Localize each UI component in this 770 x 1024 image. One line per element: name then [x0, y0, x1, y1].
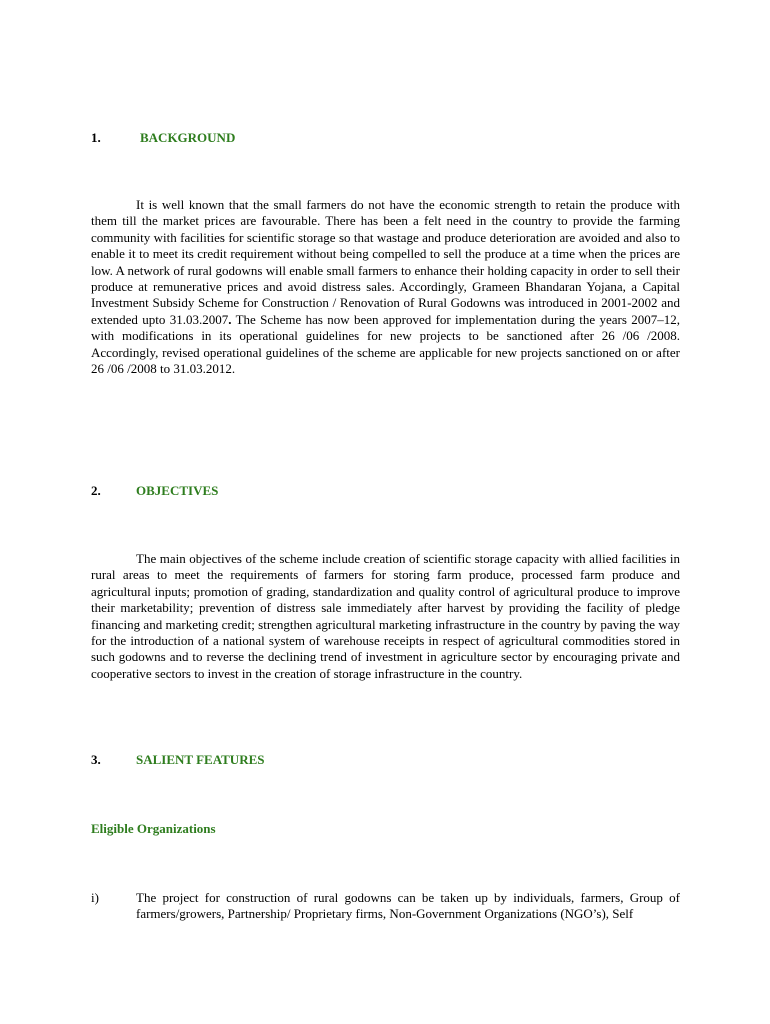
list-item-text: The project for construction of rural godowns can be taken up by individuals, farmers, Group of farmers/growers, Partnership/ Proprietary firms, Non-Government Organizations (NGO’s), Self	[136, 890, 680, 922]
subheading-eligible-organizations: Eligible Organizations	[91, 821, 216, 836]
section-title: BACKGROUND	[140, 130, 236, 145]
section-title: SALIENT FEATURES	[136, 752, 265, 767]
background-paragraph	[91, 197, 680, 377]
objectives-paragraph: The main objectives of the scheme include creation of scientific storage capacity with allied facilities in rural areas to meet the requirements of farmers for storing farm produce, processed farm produce and agricultural inputs; promotion of grading, standardization and quality control of agricultural produce to improve their marketability; prevention of distress sale immediately after harvest by providing the facility of pledge financing and marketing credit; strengthen agricultural marketing infrastructure in the country by paving the way for the introduction of a national system of warehouse receipts in respect of agricultural commodities stored in such godowns and to reverse the declining trend of investment in agriculture sector by encouraging private and cooperative sectors to invest in the creation of storage infrastructure in the country.	[91, 551, 680, 681]
background-paragraph-dot: .	[228, 311, 232, 327]
list-item	[91, 890, 680, 923]
background-paragraph-part-b: The Scheme has now been approved for implementation during the years 2007–12, with modifications in its operational guidelines for new projects to be sanctioned after 26 /06 /2008. Accordingly, revised operational guidelines of the scheme are applicable for new projects sanctioned on or after 26 /06 /2008 to 31.03.2012.	[91, 311, 680, 377]
section-number: 3.	[91, 752, 101, 767]
section-number: 2.	[91, 483, 101, 498]
section-title: OBJECTIVES	[136, 483, 219, 498]
section-number: 1.	[91, 130, 101, 145]
list-item-marker: i)	[91, 890, 99, 905]
background-paragraph-part-a: It is well known that the small farmers do not have the economic strength to retain the produce with them till the market prices are favourable. There has been a felt need in the country to provide the farming community with facilities for scientific storage so that wastage and produce deterioration are avoided and also to enable it to meet its credit requirement without being compelled to sell the produce at a time when the prices are low. A network of rural godowns will enable small farmers to enhance their holding capacity in order to sell their produce at remunerative prices and avoid distress sales. Accordingly, Grameen Bhandaran Yojana, a Capital Investment Subsidy Scheme for Construction / Renovation of Rural Godowns was introduced in 2001-2002 and extended upto 31.03.2007	[91, 197, 680, 327]
